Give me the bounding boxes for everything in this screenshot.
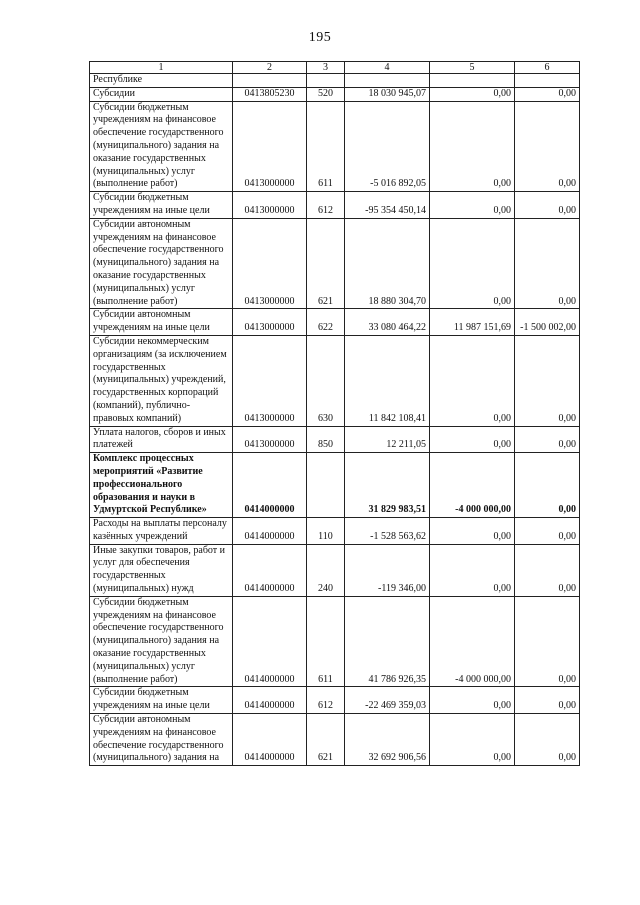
row-code: 0413000000 <box>233 309 307 336</box>
row-amount-1: 31 829 983,51 <box>345 453 430 518</box>
row-code: 0413000000 <box>233 101 307 192</box>
row-amount-3 <box>515 74 580 88</box>
row-expense-type: 630 <box>307 335 345 426</box>
table-row <box>90 544 580 596</box>
row-amount-3: 0,00 <box>515 544 580 596</box>
row-expense-type: 850 <box>307 426 345 453</box>
row-expense-type: 240 <box>307 544 345 596</box>
row-expense-type <box>307 453 345 518</box>
row-expense-type: 612 <box>307 192 345 219</box>
row-amount-2: 0,00 <box>430 101 515 192</box>
row-amount-1: -119 346,00 <box>345 544 430 596</box>
column-header: 2 <box>233 62 307 74</box>
table-row <box>90 192 580 219</box>
row-amount-2: 0,00 <box>430 218 515 309</box>
table-body <box>90 74 580 766</box>
row-code: 0413000000 <box>233 218 307 309</box>
row-amount-1: 18 880 304,70 <box>345 218 430 309</box>
row-code: 0414000000 <box>233 714 307 766</box>
table-row <box>90 335 580 426</box>
row-name: Расходы на выплаты персоналу казённых учреждений <box>90 518 233 545</box>
row-expense-type: 621 <box>307 714 345 766</box>
row-name: Уплата налогов, сборов и иных платежей <box>90 426 233 453</box>
row-amount-2: 0,00 <box>430 426 515 453</box>
row-expense-type: 110 <box>307 518 345 545</box>
row-amount-1: 33 080 464,22 <box>345 309 430 336</box>
row-amount-2: 0,00 <box>430 192 515 219</box>
row-amount-1: 18 030 945,07 <box>345 87 430 101</box>
table-row <box>90 74 580 88</box>
row-amount-3: 0,00 <box>515 596 580 687</box>
column-header: 5 <box>430 62 515 74</box>
table-row <box>90 426 580 453</box>
row-amount-3: 0,00 <box>515 453 580 518</box>
table-row <box>90 101 580 192</box>
row-name: Субсидии бюджетным учреждениям на иные цели <box>90 687 233 714</box>
row-amount-3: -1 500 002,00 <box>515 309 580 336</box>
row-amount-1: 32 692 906,56 <box>345 714 430 766</box>
row-amount-2: 0,00 <box>430 687 515 714</box>
column-header: 4 <box>345 62 430 74</box>
row-amount-1: -95 354 450,14 <box>345 192 430 219</box>
column-header: 3 <box>307 62 345 74</box>
row-name: Иные закупки товаров, работ и услуг для обеспечения государственных (муниципальных) нужд <box>90 544 233 596</box>
column-header: 6 <box>515 62 580 74</box>
row-code <box>233 74 307 88</box>
page-number: 195 <box>308 30 332 45</box>
row-amount-1: -1 528 563,62 <box>345 518 430 545</box>
row-expense-type: 520 <box>307 87 345 101</box>
row-code: 0413000000 <box>233 192 307 219</box>
row-amount-3: 0,00 <box>515 518 580 545</box>
row-amount-1: -22 469 359,03 <box>345 687 430 714</box>
header-row <box>90 62 580 74</box>
row-name: Субсидии автономным учреждениям на иные цели <box>90 309 233 336</box>
row-amount-3: 0,00 <box>515 218 580 309</box>
row-amount-1: -5 016 892,05 <box>345 101 430 192</box>
row-amount-2: -4 000 000,00 <box>430 453 515 518</box>
table-row <box>90 596 580 687</box>
row-amount-3: 0,00 <box>515 87 580 101</box>
row-name: Комплекс процессных мероприятий «Развитие профессионального образования и науки в Удмуртской Республике» <box>90 453 233 518</box>
table-row <box>90 714 580 766</box>
row-amount-3: 0,00 <box>515 335 580 426</box>
row-code: 0414000000 <box>233 596 307 687</box>
row-amount-1: 12 211,05 <box>345 426 430 453</box>
row-name: Субсидии бюджетным учреждениям на иные цели <box>90 192 233 219</box>
row-name: Субсидии автономным учреждениям на финансовое обеспечение государственного (муниципального) задания на оказание государственных (муниципальных) услуг (выполнение работ) <box>90 218 233 309</box>
row-name: Субсидии <box>90 87 233 101</box>
row-expense-type: 611 <box>307 101 345 192</box>
table-row <box>90 309 580 336</box>
row-code: 0414000000 <box>233 518 307 545</box>
table-row <box>90 453 580 518</box>
row-code: 0414000000 <box>233 544 307 596</box>
row-amount-2: -4 000 000,00 <box>430 596 515 687</box>
row-code: 0413000000 <box>233 426 307 453</box>
row-amount-3: 0,00 <box>515 192 580 219</box>
row-amount-1: 41 786 926,35 <box>345 596 430 687</box>
budget-table <box>89 61 580 766</box>
row-expense-type: 622 <box>307 309 345 336</box>
row-amount-2: 0,00 <box>430 87 515 101</box>
row-amount-1 <box>345 74 430 88</box>
row-amount-2: 0,00 <box>430 335 515 426</box>
row-amount-3: 0,00 <box>515 426 580 453</box>
row-expense-type <box>307 74 345 88</box>
row-amount-3: 0,00 <box>515 101 580 192</box>
table-row <box>90 218 580 309</box>
row-amount-2 <box>430 74 515 88</box>
row-code: 0414000000 <box>233 453 307 518</box>
row-name: Субсидии автономным учреждениям на финансовое обеспечение государственного (муниципального) задания на <box>90 714 233 766</box>
row-name: Республике <box>90 74 233 88</box>
row-name: Субсидии некоммерческим организациям (за исключением государственных (муниципальных) учреждений, государственных корпораций (компаний), публично-правовых компаний) <box>90 335 233 426</box>
column-header: 1 <box>90 62 233 74</box>
row-expense-type: 611 <box>307 596 345 687</box>
row-name: Субсидии бюджетным учреждениям на финансовое обеспечение государственного (муниципального) задания на оказание государственных (муниципальных) услуг (выполнение работ) <box>90 596 233 687</box>
row-amount-2: 0,00 <box>430 518 515 545</box>
row-amount-3: 0,00 <box>515 714 580 766</box>
row-code: 0413805230 <box>233 87 307 101</box>
row-code: 0414000000 <box>233 687 307 714</box>
row-amount-3: 0,00 <box>515 687 580 714</box>
row-amount-2: 11 987 151,69 <box>430 309 515 336</box>
row-amount-2: 0,00 <box>430 714 515 766</box>
table-row <box>90 518 580 545</box>
row-expense-type: 612 <box>307 687 345 714</box>
row-code: 0413000000 <box>233 335 307 426</box>
row-expense-type: 621 <box>307 218 345 309</box>
row-amount-2: 0,00 <box>430 544 515 596</box>
table-row <box>90 87 580 101</box>
row-amount-1: 11 842 108,41 <box>345 335 430 426</box>
row-name: Субсидии бюджетным учреждениям на финансовое обеспечение государственного (муниципального) задания на оказание государственных (муниципальных) услуг (выполнение работ) <box>90 101 233 192</box>
table-row <box>90 687 580 714</box>
